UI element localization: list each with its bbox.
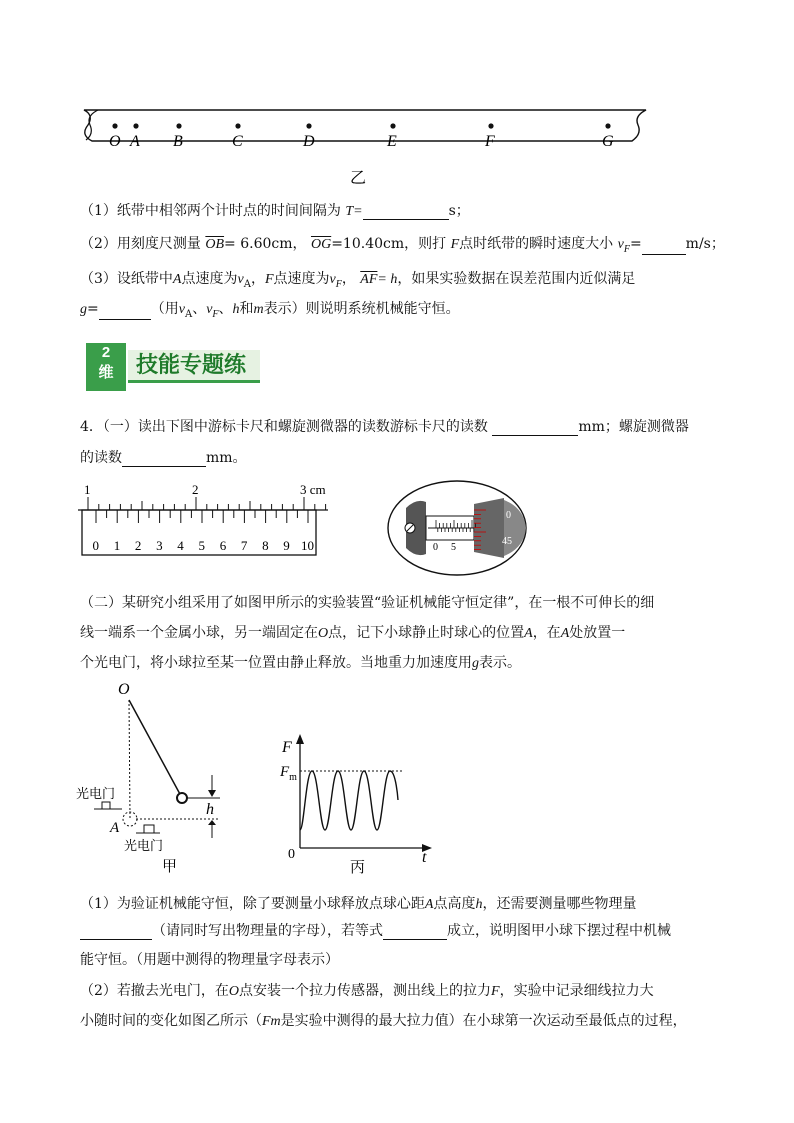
tape-label-F: F	[485, 133, 495, 150]
q4-part2-line3: 个光电门，将小球拉至某一位置由静止释放。当地重力加速度用g表示。	[80, 655, 521, 671]
figure-bing-caption: 丙	[350, 860, 366, 876]
tape-caption: 乙	[350, 170, 367, 187]
force-curve	[300, 771, 398, 830]
tape-dot-F	[488, 123, 493, 128]
tape-label-O: O	[109, 133, 121, 150]
q4-sub1-line1: （1）为验证机械能守恒，除了要测量小球释放点球心距A点高度h，还需要测量哪些物理量	[80, 896, 637, 912]
section-number-badge: 2 维	[86, 343, 126, 391]
answer-blank-micrometer[interactable]	[122, 452, 206, 467]
ball-raised	[177, 793, 187, 803]
origin-label: 0	[288, 847, 295, 862]
tape-dot-D	[306, 123, 311, 128]
main-scale-label: 2	[192, 484, 199, 497]
micrometer-figure	[386, 478, 528, 578]
pendulum-figure	[74, 678, 244, 878]
gate-label-2: 光电门	[124, 838, 164, 853]
q3-part1: （1）纸带中相邻两个计时点的时间间隔为 T= s；	[80, 203, 470, 219]
vernier-label: 8	[262, 538, 269, 553]
tape-label-G: G	[602, 133, 614, 150]
paper-tape-figure	[80, 100, 660, 190]
q4-part2-line2: 线一端系一个金属小球，另一端固定在O点，记下小球静止时球心的位置A，在A处放置一	[80, 625, 626, 641]
q4-sub2-line1: （2）若撤去光电门，在O点安装一个拉力传感器，测出线上的拉力F，实验中记录细线拉力大	[80, 983, 654, 999]
tape-dot-G	[605, 123, 610, 128]
q4-line2: 的读数 mm。	[80, 450, 247, 466]
q3-part3-line1: （3）设纸带中A点速度为$v_A$，F点速度为$v_F$， $\overline{AF}= h$，如果实验数据在误差范围内近似满足	[80, 271, 636, 290]
thimble-label: 45	[502, 536, 512, 547]
q4-part2-line1: （二）某研究小组采用了如图甲所示的实验装置“验证机械能守恒定律”，在一根不可伸长的细	[80, 595, 655, 611]
vernier-label: 10	[301, 538, 314, 553]
q3-part2: （2）用刻度尺测量 $\overline{OB}= 6.60cm$， $\overline{OG}=10.40cm$，则打 F点时纸带的瞬时速度大小 $v_F= m/s$；	[80, 236, 725, 255]
tape-dot-E	[390, 123, 395, 128]
answer-blank-quantities[interactable]	[80, 925, 152, 940]
vernier-label: 7	[240, 538, 248, 553]
tape-dot-O	[112, 123, 117, 128]
point-a-label: A	[110, 820, 120, 836]
vernier-label: 9	[283, 538, 290, 553]
height-h-label: h	[206, 801, 214, 818]
answer-blank-g[interactable]	[99, 305, 151, 320]
gate-label-1: 光电门	[76, 786, 116, 801]
thimble-label: 0	[506, 510, 511, 521]
vernier-label: 4	[177, 538, 184, 553]
main-scale-label: 3 cm	[300, 484, 326, 497]
force-time-graph	[278, 730, 438, 880]
vernier-label: 5	[198, 538, 205, 553]
figure-jia-caption: 甲	[162, 859, 178, 875]
q4-sub1-line2: （请同时写出物理量的字母），若等式 成立，说明图甲小球下摆过程中机械	[80, 920, 671, 940]
vernier-label: 1	[113, 538, 121, 553]
vernier-label: 6	[219, 538, 227, 553]
vernier-label: 0	[92, 538, 99, 553]
q3-part3-line2: g= （用$v_A$、$v_F$、h和m表示）则说明系统机械能守恒。	[80, 301, 460, 320]
q4-sub1-line3: 能守恒。（用题中测得的物理量字母表示）	[80, 952, 339, 968]
axis-fm-label: $F_m$	[280, 764, 297, 783]
vernier-caliper-figure	[78, 484, 338, 564]
q4-line1: 4．（一）读出下图中游标卡尺和螺旋测微器的读数游标卡尺的读数 mm；螺旋测微器	[80, 419, 689, 435]
axis-f-label: F	[282, 739, 292, 756]
answer-blank-vF[interactable]	[642, 240, 686, 255]
tape-label-B: B	[173, 133, 183, 150]
vernier-label: 2	[134, 538, 142, 553]
vernier-label: 3	[156, 538, 163, 553]
main-scale-label: 1	[84, 484, 91, 497]
tape-dot-C	[235, 123, 240, 128]
answer-blank-equation[interactable]	[383, 925, 447, 940]
axis-t-label: t	[422, 849, 427, 866]
tape-label-A: A	[130, 133, 140, 150]
q4-sub2-line2: 小随时间的变化如图乙所示（Fm是实验中测得的最大拉力值）在小球第一次运动至最低点的过程，	[80, 1013, 687, 1029]
section-title: 技能专题练	[128, 350, 260, 383]
tape-dot-B	[176, 123, 181, 128]
sleeve-label: 5	[451, 542, 456, 553]
tape-label-C: C	[232, 133, 243, 150]
sleeve-label: 0	[433, 542, 438, 553]
answer-blank-T[interactable]	[363, 205, 449, 220]
tape-label-E: E	[387, 133, 397, 150]
tape-label-D: D	[303, 133, 315, 150]
ball-rest	[123, 812, 137, 826]
answer-blank-caliper[interactable]	[492, 421, 578, 436]
point-o-label: O	[118, 681, 130, 698]
tape-dot-A	[133, 123, 138, 128]
